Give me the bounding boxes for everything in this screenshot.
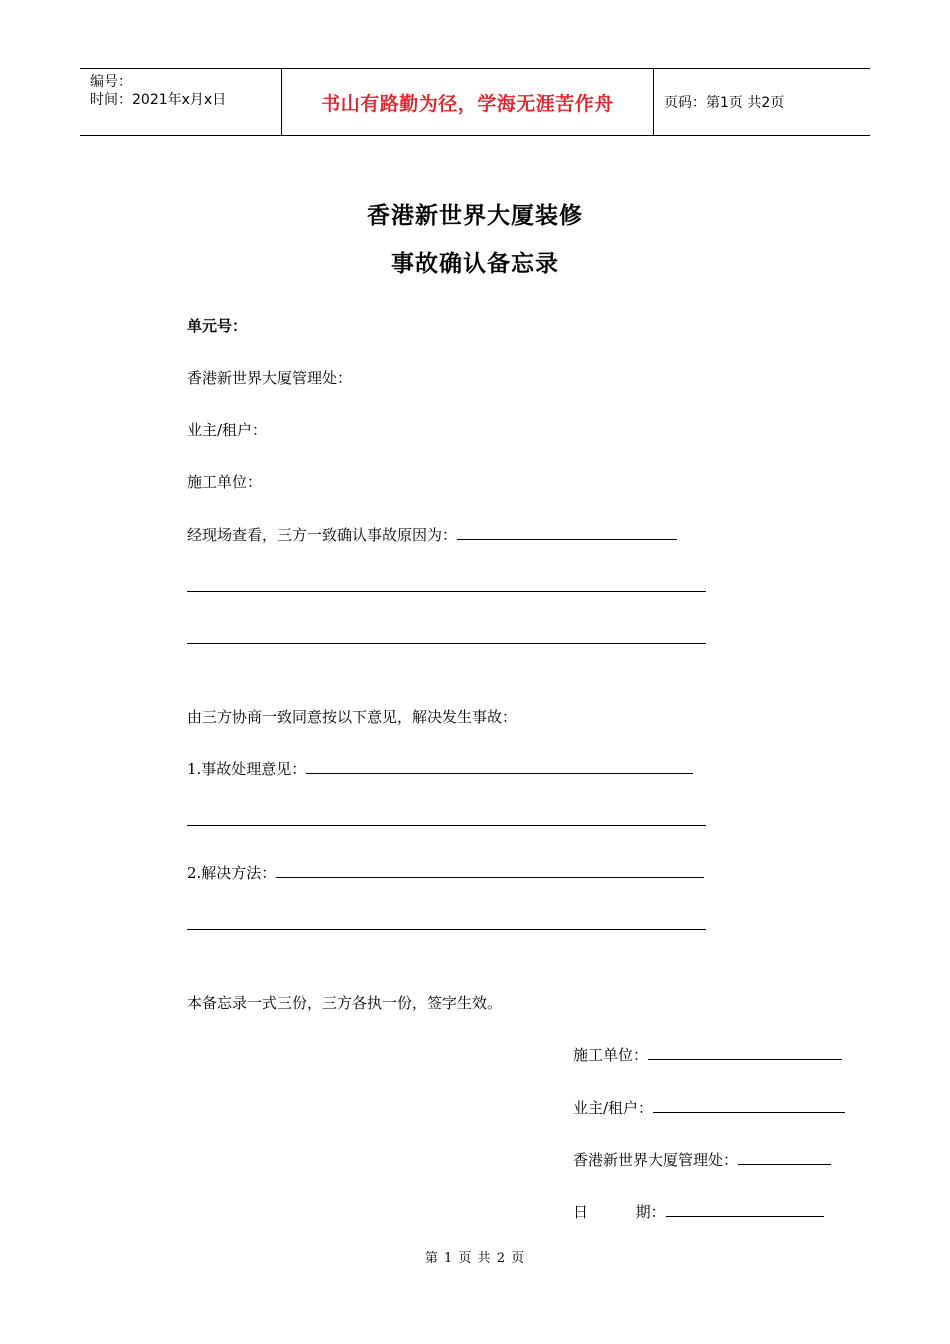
copies-text: 本备忘录一式三份，三方各执一份，签字生效。 xyxy=(187,994,503,1012)
sig-date-row xyxy=(573,1202,824,1222)
sig-mgmt-blank[interactable] xyxy=(738,1150,831,1165)
sig-date-blank[interactable] xyxy=(666,1202,824,1217)
opinion-blank-line-2[interactable] xyxy=(187,825,706,826)
owner-label: 业主/租户： xyxy=(187,421,268,439)
sig-contractor-blank[interactable] xyxy=(648,1045,842,1060)
opinion-blank[interactable] xyxy=(306,759,693,774)
opinion-label: 1.事故处理意见： xyxy=(187,760,307,778)
method-row xyxy=(187,863,704,883)
header-left-cell xyxy=(80,69,281,135)
time-label: 时间：2021年x月x日 xyxy=(90,92,227,108)
sig-owner-blank[interactable] xyxy=(653,1098,845,1113)
cause-label: 经现场查看，三方一致确认事故原因为： xyxy=(187,526,458,544)
sig-owner-row xyxy=(573,1098,845,1118)
method-blank-line-2[interactable] xyxy=(187,929,706,930)
sig-mgmt-label: 香港新世界大厦管理处： xyxy=(573,1151,739,1169)
sig-owner-label: 业主/租户： xyxy=(573,1099,654,1117)
doc-title-line1: 香港新世界大厦装修 xyxy=(367,202,583,229)
sig-contractor-row xyxy=(573,1045,842,1065)
opinion-row xyxy=(187,759,693,779)
sig-contractor-label: 施工单位： xyxy=(573,1046,649,1064)
page-footer: 第 1 页 共 2 页 xyxy=(424,1251,526,1266)
motto: 书山有路勤为径，学海无涯苦作舟 xyxy=(281,69,654,135)
page-info: 页码：第1页 共2页 xyxy=(664,95,785,111)
cause-blank-line-3[interactable] xyxy=(187,643,706,644)
number-label: 编号： xyxy=(90,74,132,90)
cause-blank-line-2[interactable] xyxy=(187,591,706,592)
header-table xyxy=(80,68,870,136)
doc-title-line2: 事故确认备忘录 xyxy=(391,250,559,277)
agree-text: 由三方协商一致同意按以下意见，解决发生事故： xyxy=(187,708,518,726)
unit-no-label: 单元号： xyxy=(187,317,248,335)
sig-mgmt-row xyxy=(573,1150,831,1170)
mgmt-label: 香港新世界大厦管理处： xyxy=(187,369,353,387)
method-label: 2.解决方法： xyxy=(187,864,277,882)
contractor-label: 施工单位： xyxy=(187,473,263,491)
method-blank[interactable] xyxy=(276,863,704,878)
cause-blank[interactable] xyxy=(457,525,677,540)
sig-date-label: 日 期： xyxy=(573,1203,666,1221)
cause-row xyxy=(187,525,677,545)
